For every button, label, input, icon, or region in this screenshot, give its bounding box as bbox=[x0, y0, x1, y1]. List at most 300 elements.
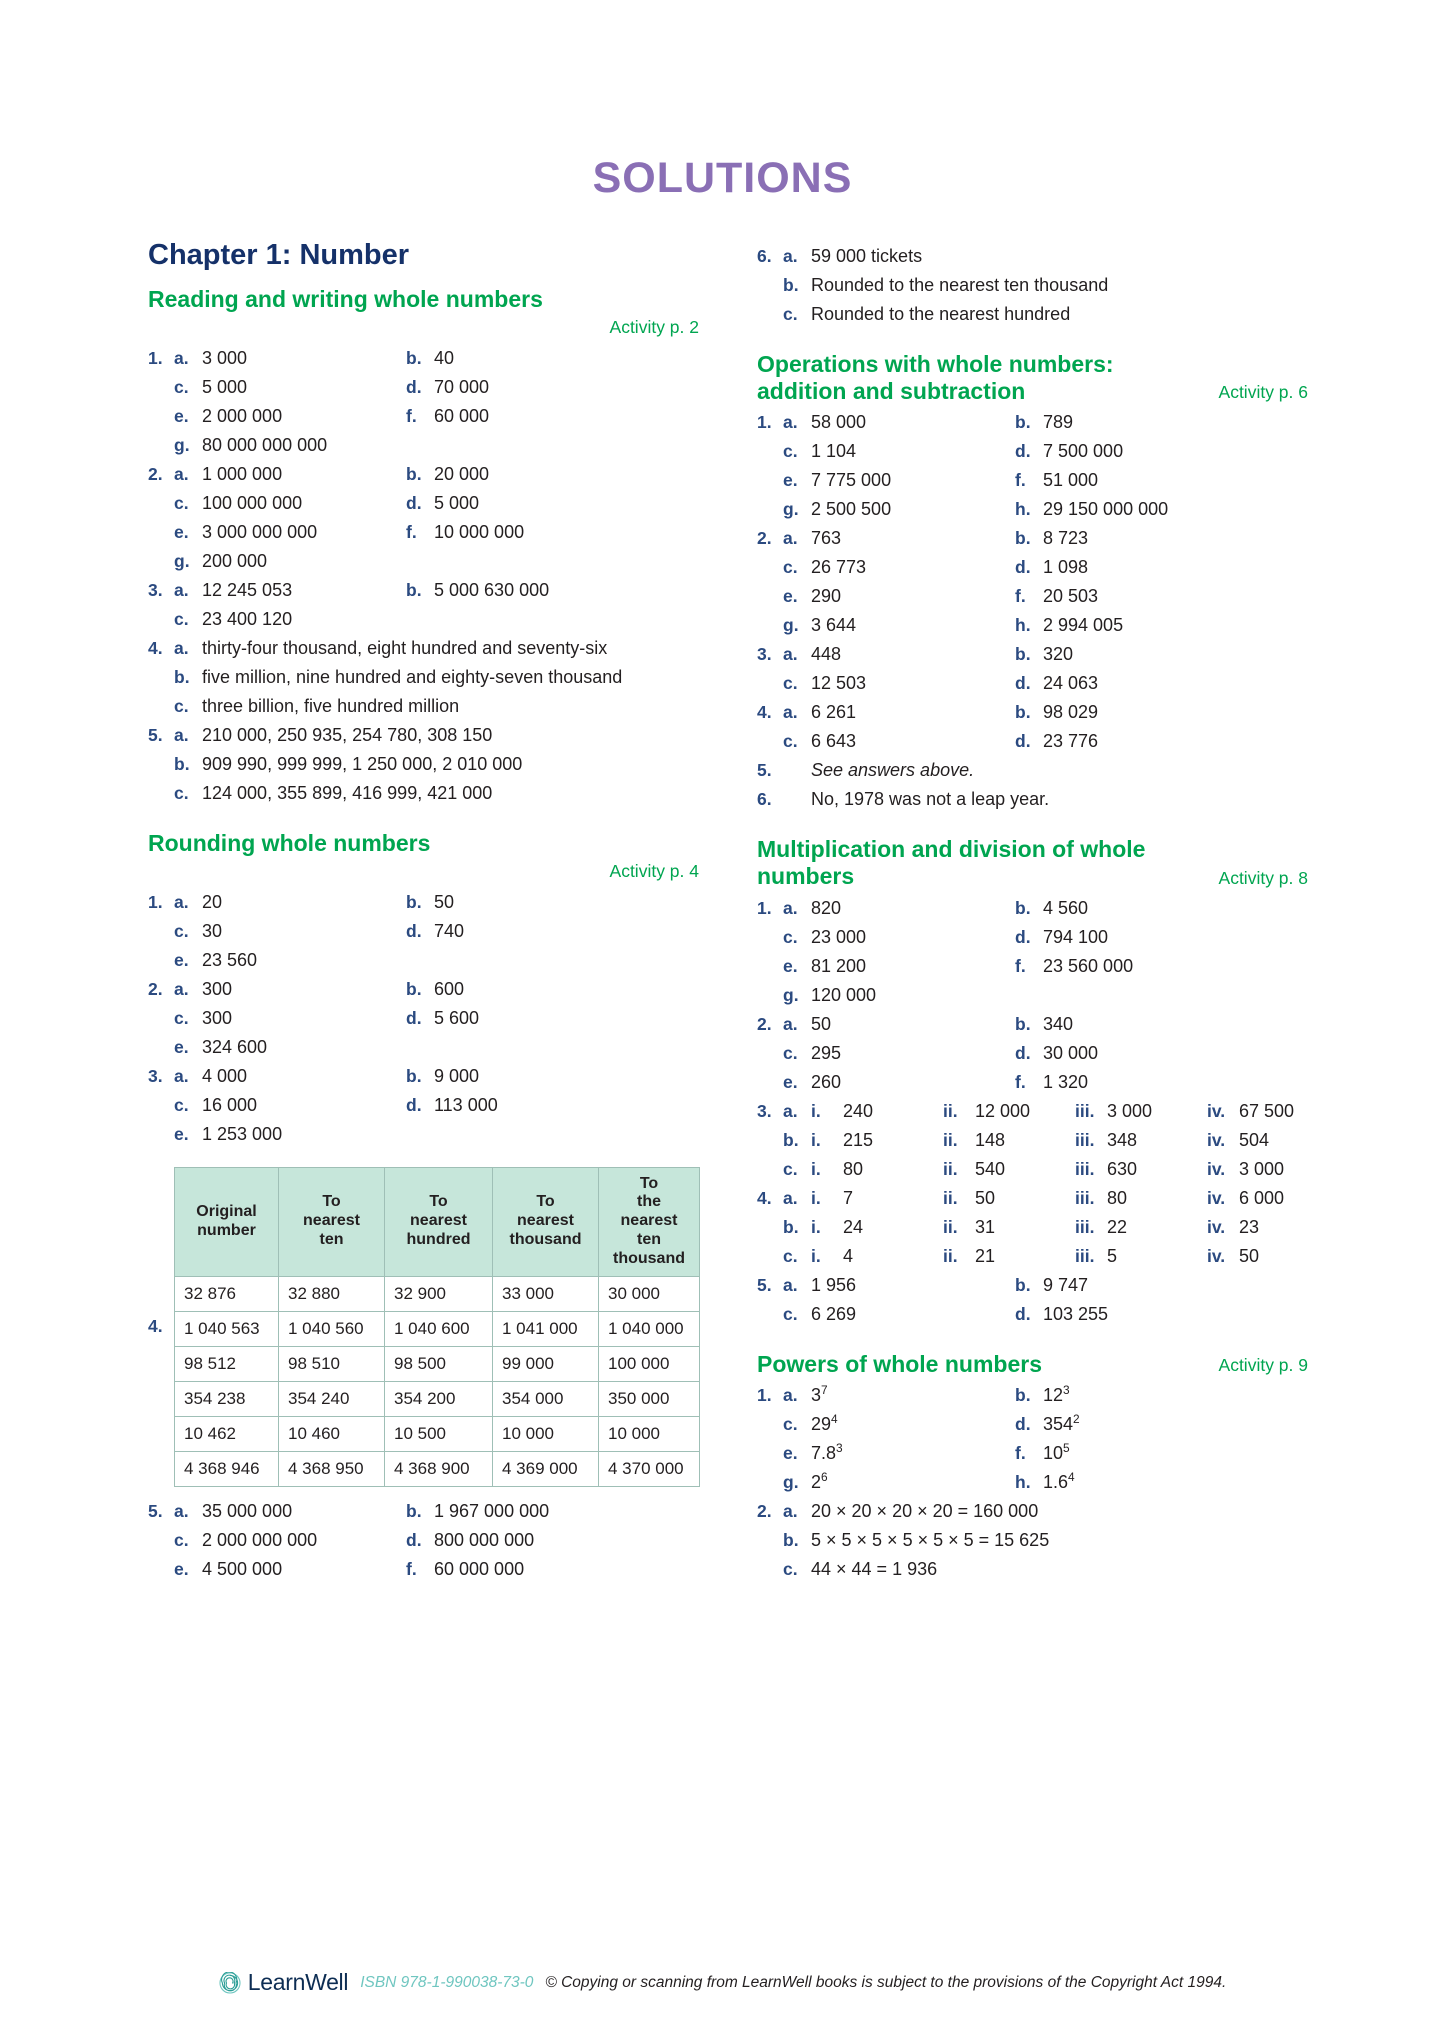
table-row bbox=[175, 1311, 700, 1346]
answer-row bbox=[148, 946, 699, 975]
answer-value: 12 000 bbox=[975, 1100, 1031, 1121]
answer-row bbox=[757, 698, 1308, 727]
answer-letter: a. bbox=[174, 1500, 189, 1521]
table-row bbox=[175, 1276, 700, 1311]
answer-value: 6 643 bbox=[811, 731, 857, 752]
answer-letter: f. bbox=[1015, 470, 1026, 491]
answer-value: 210 000, 250 935, 254 780, 308 150 bbox=[202, 724, 493, 745]
answer-value: 80 bbox=[1107, 1187, 1128, 1208]
roman-label: iii. bbox=[1075, 1100, 1095, 1121]
answer-value: 24 063 bbox=[1043, 673, 1099, 694]
answer-value: 763 bbox=[811, 528, 842, 549]
answer-cell bbox=[1015, 1381, 1247, 1410]
answer-cell bbox=[1075, 1184, 1207, 1213]
answer-cell bbox=[1015, 437, 1247, 466]
answer-letter: a. bbox=[783, 1501, 798, 1522]
answer-letter: d. bbox=[406, 492, 422, 513]
answer-value: 12 245 053 bbox=[202, 579, 293, 600]
answer-letter: f. bbox=[1015, 1071, 1026, 1092]
question-number: 5. bbox=[148, 1500, 163, 1521]
answer-letter: a. bbox=[783, 1274, 798, 1295]
answer-value: 50 bbox=[975, 1187, 996, 1208]
roman-label: iii. bbox=[1075, 1245, 1095, 1266]
answer-row bbox=[148, 605, 699, 634]
answer-letter: b. bbox=[406, 978, 422, 999]
answer-value: 2 000 000 bbox=[202, 405, 283, 426]
right-column bbox=[757, 238, 1308, 1584]
answer-row bbox=[148, 518, 699, 547]
isbn-text: ISBN 978-1-990038-73-0 bbox=[360, 1973, 534, 1991]
answer-cell bbox=[783, 466, 1015, 495]
answer-cell bbox=[1015, 553, 1247, 582]
answer-cell bbox=[783, 669, 1015, 698]
question-number: 6. bbox=[757, 789, 772, 810]
table-cell: 32 880 bbox=[279, 1276, 385, 1311]
answer-list bbox=[757, 408, 1308, 814]
answer-list bbox=[757, 1381, 1308, 1584]
question-number: 2. bbox=[757, 1501, 772, 1522]
answer-letter: f. bbox=[406, 521, 417, 542]
answer-value: 260 bbox=[811, 1071, 842, 1092]
answer-letter: a. bbox=[174, 463, 189, 484]
answer-value: 50 bbox=[811, 1013, 832, 1034]
answer-value: 504 bbox=[1239, 1129, 1270, 1150]
answer-letter: c. bbox=[783, 731, 798, 752]
roman-label: iv. bbox=[1207, 1158, 1226, 1179]
answer-letter: c. bbox=[783, 1414, 798, 1435]
roman-label: ii. bbox=[943, 1100, 958, 1121]
answer-letter: b. bbox=[1015, 412, 1031, 433]
answer-letter: c. bbox=[783, 1158, 798, 1179]
answer-value: 5 600 bbox=[434, 1007, 480, 1028]
answer-value: 81 200 bbox=[811, 955, 867, 976]
answer-value: 23 560 bbox=[202, 949, 258, 970]
answer-cell bbox=[174, 431, 406, 460]
answer-letter: c. bbox=[174, 608, 189, 629]
table-cell: 4 370 000 bbox=[599, 1451, 700, 1486]
answer-cell bbox=[943, 1155, 1075, 1184]
answer-cell bbox=[1015, 1068, 1247, 1097]
answer-cell bbox=[174, 489, 406, 518]
table-cell: 33 000 bbox=[493, 1276, 599, 1311]
answer-letter: g. bbox=[174, 550, 190, 571]
roman-label: i. bbox=[811, 1187, 821, 1208]
question-number: 1. bbox=[757, 1385, 772, 1406]
answer-row bbox=[757, 1155, 1308, 1184]
answer-letter: c. bbox=[783, 1042, 798, 1063]
answer-letter: e. bbox=[783, 470, 798, 491]
answer-row bbox=[148, 1062, 699, 1091]
answer-cell bbox=[406, 576, 638, 605]
question-number: 5. bbox=[148, 724, 163, 745]
answer-value: 148 bbox=[975, 1129, 1006, 1150]
answer-row bbox=[757, 466, 1308, 495]
answer-cell bbox=[783, 640, 1015, 669]
answer-row bbox=[757, 952, 1308, 981]
answer-value: 2 994 005 bbox=[1043, 615, 1124, 636]
table-cell: 354 240 bbox=[279, 1381, 385, 1416]
answer-row bbox=[148, 779, 699, 808]
section-heading: Reading and writing whole numbers bbox=[148, 286, 543, 313]
answer-value: $2^6$ bbox=[811, 1470, 828, 1493]
answer-value: 60 000 bbox=[434, 405, 490, 426]
answer-cell bbox=[174, 946, 406, 975]
answer-row bbox=[148, 344, 699, 373]
answer-letter: f. bbox=[1015, 1443, 1026, 1464]
answer-cell bbox=[1075, 1155, 1207, 1184]
answer-value: 20 503 bbox=[1043, 586, 1099, 607]
answer-cell bbox=[174, 605, 406, 634]
answer-cell bbox=[783, 727, 1015, 756]
answer-value: $1.6^4$ bbox=[1043, 1470, 1075, 1493]
answer-row bbox=[757, 553, 1308, 582]
answer-cell bbox=[1015, 466, 1247, 495]
answer-row bbox=[757, 437, 1308, 466]
answer-value: $354^2$ bbox=[1043, 1412, 1080, 1435]
answer-row bbox=[148, 547, 699, 576]
answer-value: Rounded to the nearest hundred bbox=[811, 304, 1071, 324]
answer-value: 1 253 000 bbox=[202, 1123, 283, 1144]
answer-row bbox=[757, 727, 1308, 756]
answer-cell bbox=[174, 1555, 406, 1584]
brand-name: LearnWell bbox=[247, 1969, 349, 1995]
roman-label: iii. bbox=[1075, 1129, 1095, 1150]
answer-cell bbox=[1075, 1213, 1207, 1242]
answer-cell bbox=[783, 582, 1015, 611]
answer-value: 295 bbox=[811, 1042, 842, 1063]
answer-row bbox=[757, 1300, 1308, 1329]
question-number: 1. bbox=[757, 897, 772, 918]
question-number: 3. bbox=[757, 644, 772, 665]
table-cell: 32 900 bbox=[385, 1276, 493, 1311]
answer-cell bbox=[1015, 524, 1247, 553]
answer-letter: g. bbox=[783, 499, 799, 520]
table-cell: 354 200 bbox=[385, 1381, 493, 1416]
answer-row bbox=[148, 634, 699, 663]
answer-value: 4 500 000 bbox=[202, 1558, 283, 1579]
section-header bbox=[148, 830, 699, 857]
answer-letter: d. bbox=[406, 920, 422, 941]
activity-label: Activity p. 6 bbox=[1218, 382, 1308, 403]
answer-row bbox=[148, 576, 699, 605]
answer-cell bbox=[783, 785, 1308, 814]
answer-cell bbox=[1015, 1468, 1247, 1497]
table-header-cell: To nearest ten bbox=[279, 1167, 385, 1276]
answer-cell bbox=[783, 698, 1015, 727]
answer-cell bbox=[1015, 582, 1247, 611]
answer-letter: d. bbox=[1015, 1042, 1031, 1063]
answer-value: 4 000 bbox=[202, 1065, 248, 1086]
table-cell: 10 462 bbox=[175, 1416, 279, 1451]
answer-cell bbox=[783, 1271, 1015, 1300]
section-heading: Rounding whole numbers bbox=[148, 829, 431, 856]
answer-value: 3 000 bbox=[202, 347, 248, 368]
answer-cell bbox=[174, 460, 406, 489]
answer-row bbox=[757, 582, 1308, 611]
answer-cell bbox=[406, 1091, 638, 1120]
rounding-table bbox=[174, 1167, 700, 1487]
page-footer bbox=[0, 1969, 1445, 1996]
answer-cell bbox=[783, 611, 1015, 640]
answer-letter: e. bbox=[174, 1558, 189, 1579]
answer-row bbox=[757, 640, 1308, 669]
answer-letter: b. bbox=[1015, 897, 1031, 918]
answer-value: 5 000 bbox=[434, 492, 480, 513]
answer-value: 1 000 000 bbox=[202, 463, 283, 484]
answer-cell bbox=[1015, 923, 1247, 952]
roman-label: iv. bbox=[1207, 1129, 1226, 1150]
answer-value: 820 bbox=[811, 897, 842, 918]
answer-value: $7.8^3$ bbox=[811, 1441, 843, 1464]
answer-cell bbox=[174, 1526, 406, 1555]
answer-letter: h. bbox=[1015, 615, 1031, 636]
answer-letter: a. bbox=[783, 1385, 798, 1406]
answer-row bbox=[757, 1526, 1308, 1555]
question-number: 2. bbox=[757, 528, 772, 549]
answer-cell bbox=[406, 344, 638, 373]
answer-row bbox=[757, 1468, 1308, 1497]
table-cell: 99 000 bbox=[493, 1346, 599, 1381]
answer-letter: f. bbox=[1015, 586, 1026, 607]
answer-value: 2 000 000 000 bbox=[202, 1529, 318, 1550]
answer-value: 630 bbox=[1107, 1158, 1138, 1179]
answer-cell bbox=[811, 1242, 943, 1271]
answer-cell bbox=[1015, 1300, 1247, 1329]
rounding-table-wrap bbox=[148, 1167, 699, 1487]
answer-letter: a. bbox=[174, 1065, 189, 1086]
answer-letter: f. bbox=[1015, 955, 1026, 976]
answer-row bbox=[148, 1497, 699, 1526]
answer-letter: a. bbox=[174, 891, 189, 912]
answer-row bbox=[757, 756, 1308, 785]
roman-label: ii. bbox=[943, 1158, 958, 1179]
answer-value: 800 000 000 bbox=[434, 1529, 535, 1550]
answer-cell bbox=[406, 1555, 638, 1584]
answer-cell bbox=[783, 271, 1308, 300]
answer-value: 60 000 000 bbox=[434, 1558, 525, 1579]
answer-row bbox=[757, 785, 1308, 814]
answer-letter: a. bbox=[174, 347, 189, 368]
answer-cell bbox=[783, 1068, 1015, 1097]
answer-cell bbox=[1015, 669, 1247, 698]
answer-cell bbox=[943, 1242, 1075, 1271]
answer-value: 70 000 bbox=[434, 376, 490, 397]
question-number: 1. bbox=[148, 891, 163, 912]
spiral-logo-icon bbox=[219, 1972, 241, 1994]
answer-row bbox=[757, 408, 1308, 437]
answer-value: 4 bbox=[843, 1245, 854, 1266]
answer-cell bbox=[174, 663, 699, 692]
answer-letter: c. bbox=[783, 673, 798, 694]
answer-letter: b. bbox=[406, 891, 422, 912]
answer-letter: c. bbox=[783, 926, 798, 947]
answer-row bbox=[757, 894, 1308, 923]
answer-value: $10^5$ bbox=[1043, 1441, 1070, 1464]
answer-value: 24 bbox=[843, 1216, 864, 1237]
answer-letter: c. bbox=[174, 492, 189, 513]
answer-cell bbox=[174, 1033, 406, 1062]
answer-value: 1 098 bbox=[1043, 557, 1089, 578]
answer-value: five million, nine hundred and eighty-seven thousand bbox=[202, 666, 623, 687]
answer-letter: f. bbox=[406, 405, 417, 426]
answer-value: 7 775 000 bbox=[811, 470, 892, 491]
answer-value: 16 000 bbox=[202, 1094, 258, 1115]
answer-value: 9 747 bbox=[1043, 1274, 1089, 1295]
answer-letter: g. bbox=[783, 1472, 799, 1493]
answer-cell bbox=[174, 576, 406, 605]
answer-value: $3^7$ bbox=[811, 1383, 828, 1406]
answer-list bbox=[148, 1497, 699, 1584]
answer-row bbox=[148, 489, 699, 518]
answer-letter: c. bbox=[783, 1245, 798, 1266]
answer-row bbox=[757, 1068, 1308, 1097]
answer-letter: d. bbox=[1015, 731, 1031, 752]
answer-letter: d. bbox=[1015, 441, 1031, 462]
answer-value: 540 bbox=[975, 1158, 1006, 1179]
answer-cell bbox=[783, 553, 1015, 582]
section-heading: Powers of whole numbers bbox=[757, 1350, 1042, 1377]
answer-letter: c. bbox=[174, 376, 189, 397]
question-number: 3. bbox=[148, 579, 163, 600]
answer-letter: b. bbox=[1015, 644, 1031, 665]
question-number: 4. bbox=[757, 1187, 772, 1208]
question-number: 4. bbox=[148, 637, 163, 658]
answer-cell bbox=[174, 888, 406, 917]
answer-cell bbox=[783, 242, 1308, 271]
answer-value: 67 500 bbox=[1239, 1100, 1295, 1121]
question-number: 5. bbox=[757, 1274, 772, 1295]
roman-label: i. bbox=[811, 1158, 821, 1179]
answer-value: 50 bbox=[1239, 1245, 1260, 1266]
answer-row bbox=[757, 524, 1308, 553]
answer-value: 200 000 bbox=[202, 550, 268, 571]
answer-row bbox=[148, 1555, 699, 1584]
answer-value: 98 029 bbox=[1043, 702, 1099, 723]
roman-label: i. bbox=[811, 1129, 821, 1150]
answer-letter: c. bbox=[783, 557, 798, 578]
table-header-cell: Original number bbox=[175, 1167, 279, 1276]
answer-cell bbox=[1015, 894, 1247, 923]
answer-value: 740 bbox=[434, 920, 465, 941]
answer-letter: c. bbox=[174, 1007, 189, 1028]
answer-cell bbox=[783, 1381, 1015, 1410]
answer-letter: b. bbox=[406, 1500, 422, 1521]
table-row bbox=[175, 1451, 700, 1486]
answer-list bbox=[757, 894, 1308, 1329]
table-row bbox=[175, 1381, 700, 1416]
answer-value: 59 000 tickets bbox=[811, 246, 923, 266]
answer-cell bbox=[1015, 1039, 1247, 1068]
brand-logo bbox=[219, 1969, 348, 1996]
roman-label: i. bbox=[811, 1216, 821, 1237]
answer-cell bbox=[1207, 1213, 1339, 1242]
answer-letter: c. bbox=[174, 695, 189, 716]
answer-letter: d. bbox=[406, 1529, 422, 1550]
answer-letter: c. bbox=[174, 1529, 189, 1550]
roman-label: iv. bbox=[1207, 1216, 1226, 1237]
answer-cell bbox=[1207, 1242, 1339, 1271]
question-number: 2. bbox=[148, 463, 163, 484]
table-cell: 350 000 bbox=[599, 1381, 700, 1416]
answer-cell bbox=[406, 402, 638, 431]
answer-list bbox=[148, 888, 699, 1149]
answer-cell bbox=[783, 1010, 1015, 1039]
answer-value: 300 bbox=[202, 978, 233, 999]
answer-cell bbox=[783, 1526, 1308, 1555]
answer-cell bbox=[783, 756, 1308, 785]
question-number: 1. bbox=[148, 347, 163, 368]
answer-cell bbox=[783, 408, 1015, 437]
answer-value: 324 600 bbox=[202, 1036, 268, 1057]
roman-label: iii. bbox=[1075, 1187, 1095, 1208]
roman-label: i. bbox=[811, 1245, 821, 1266]
table-header-row bbox=[175, 1167, 700, 1276]
answer-row bbox=[148, 721, 699, 750]
roman-label: iv. bbox=[1207, 1187, 1226, 1208]
answer-value: 1 967 000 000 bbox=[434, 1500, 550, 1521]
table-cell: 4 369 000 bbox=[493, 1451, 599, 1486]
answer-value: 40 bbox=[434, 347, 455, 368]
answer-cell bbox=[811, 1097, 943, 1126]
answer-value: No, 1978 was not a leap year. bbox=[811, 789, 1050, 810]
answer-letter: b. bbox=[1015, 528, 1031, 549]
answer-cell bbox=[406, 373, 638, 402]
answer-cell bbox=[406, 917, 638, 946]
answer-value: 58 000 bbox=[811, 412, 867, 433]
answer-row bbox=[148, 402, 699, 431]
answer-value: 26 773 bbox=[811, 557, 867, 578]
answer-letter: a. bbox=[174, 724, 189, 745]
answer-cell bbox=[406, 1062, 638, 1091]
answer-letter: d. bbox=[1015, 673, 1031, 694]
answer-cell bbox=[174, 402, 406, 431]
answer-value: 124 000, 355 899, 416 999, 421 000 bbox=[202, 782, 493, 803]
question-number: 2. bbox=[757, 1013, 772, 1034]
answer-cell bbox=[783, 495, 1015, 524]
answer-cell bbox=[943, 1213, 1075, 1242]
answer-cell bbox=[783, 1439, 1015, 1468]
answer-letter: c. bbox=[174, 782, 189, 803]
answer-cell bbox=[1015, 1439, 1247, 1468]
answer-letter: d. bbox=[406, 1094, 422, 1115]
answer-row bbox=[757, 981, 1308, 1010]
answer-letter: b. bbox=[783, 275, 799, 295]
table-cell: 1 041 000 bbox=[493, 1311, 599, 1346]
answer-value: three billion, five hundred million bbox=[202, 695, 460, 716]
answer-row bbox=[148, 431, 699, 460]
answer-value: See answers above. bbox=[811, 760, 975, 781]
answer-cell bbox=[174, 344, 406, 373]
answer-cell bbox=[1207, 1097, 1339, 1126]
answer-list bbox=[148, 344, 699, 808]
answer-row bbox=[757, 1097, 1308, 1126]
answer-letter: a. bbox=[783, 702, 798, 723]
answer-cell bbox=[1015, 1271, 1247, 1300]
answer-cell bbox=[174, 750, 699, 779]
answer-row bbox=[148, 692, 699, 721]
answer-value: 1 956 bbox=[811, 1274, 857, 1295]
answer-row bbox=[757, 1184, 1308, 1213]
answer-cell bbox=[1015, 408, 1247, 437]
answer-value: 1 320 bbox=[1043, 1071, 1089, 1092]
answer-value: 100 000 000 bbox=[202, 492, 303, 513]
answer-cell bbox=[1015, 727, 1247, 756]
answer-cell bbox=[811, 1213, 943, 1242]
answer-value: 23 560 000 bbox=[1043, 955, 1134, 976]
answer-cell bbox=[174, 1091, 406, 1120]
answer-row bbox=[148, 663, 699, 692]
answer-cell bbox=[1207, 1126, 1339, 1155]
